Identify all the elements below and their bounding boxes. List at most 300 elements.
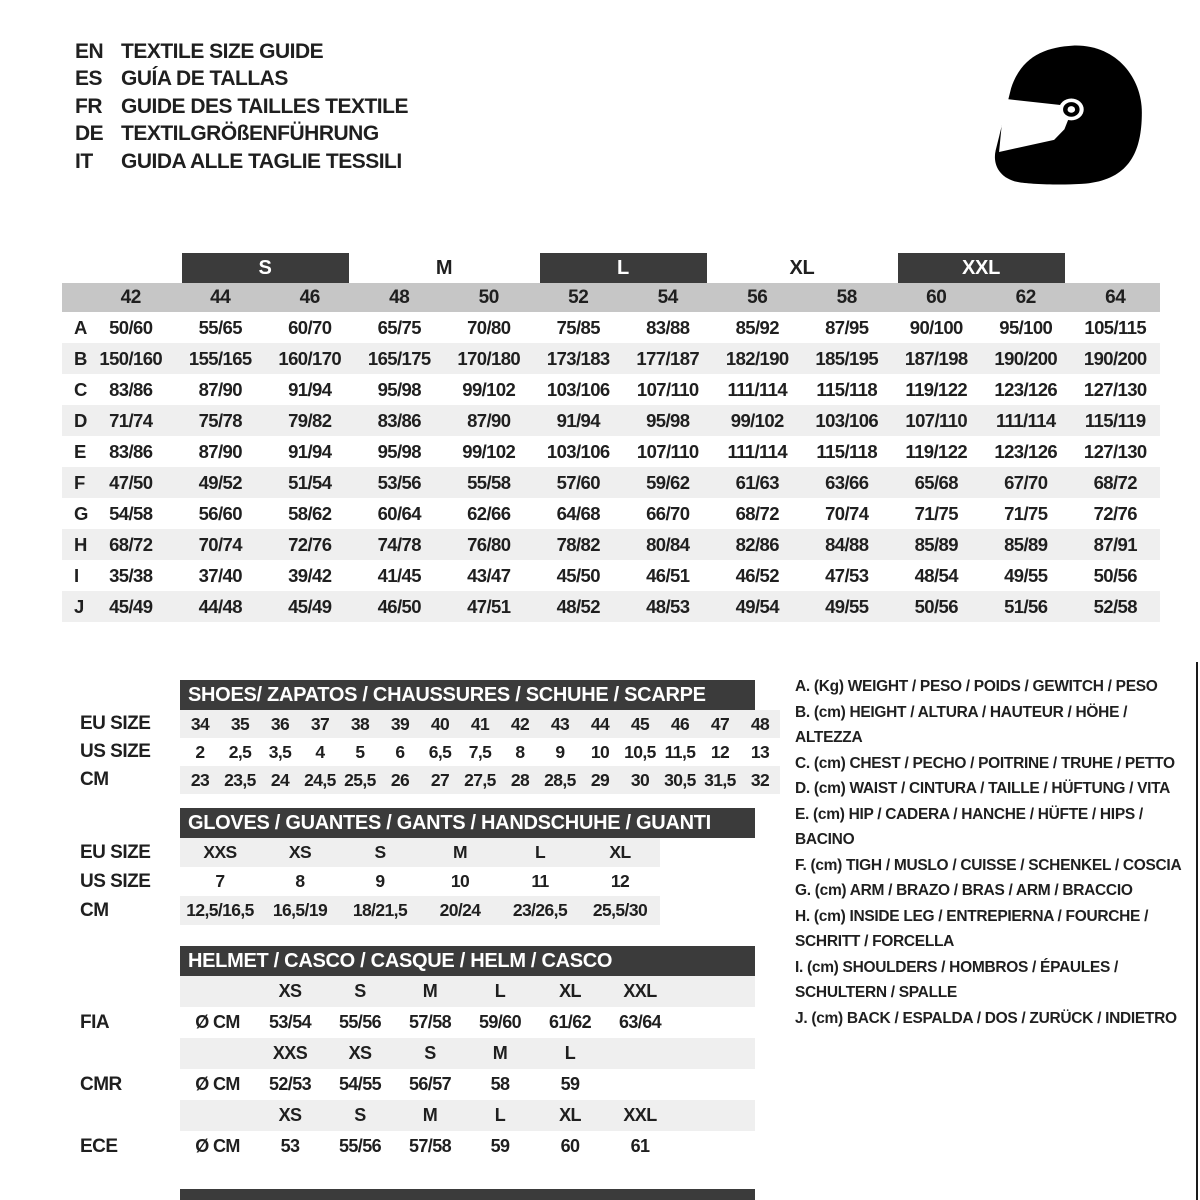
helmet-rows [68, 976, 755, 1162]
language-code: IT [75, 149, 93, 173]
value-cell: 41/45 [377, 564, 421, 586]
value-cell: 99/102 [462, 378, 516, 400]
size-column-header: 42 [120, 286, 141, 308]
value-cell: 68/72 [109, 533, 153, 555]
helmet-size-row-cmr [68, 1038, 755, 1069]
size-band-corner [62, 283, 86, 312]
value-cell: 83/88 [646, 316, 690, 338]
value-cell: 52/53 [268, 1074, 312, 1094]
row-letter: F [74, 471, 85, 493]
value-cell: 76/80 [467, 533, 511, 555]
apparel-row-a [62, 312, 1160, 343]
value-cell: 55/56 [338, 1136, 382, 1156]
value-cell: 155/165 [188, 347, 252, 369]
apparel-row-b [62, 343, 1160, 374]
legend-item: B. (cm) HEIGHT / ALTURA / HAUTEUR / HÖHE / ALTEZZA [795, 703, 1128, 746]
value-cell: 87/91 [1093, 533, 1137, 555]
value-cell: 23/26,5 [512, 900, 568, 920]
value-cell: 55/56 [338, 1012, 382, 1032]
value-cell: 85/89 [1004, 533, 1048, 555]
value-cell: XS [288, 842, 312, 862]
value-cell: 35/38 [109, 564, 153, 586]
apparel-rows [62, 312, 1160, 622]
value-cell: 10 [450, 871, 470, 891]
value-cell: 123/126 [994, 378, 1058, 400]
size-column-header: 60 [926, 286, 947, 308]
value-cell: 53/56 [377, 471, 421, 493]
value-cell: 47 [710, 713, 730, 734]
helmet-value-cells [180, 1069, 755, 1100]
value-cell: 160/170 [278, 347, 342, 369]
value-cell: 47/50 [109, 471, 153, 493]
value-cell: 37/40 [198, 564, 242, 586]
value-cell: 79/82 [288, 409, 332, 431]
size-column-header: 54 [657, 286, 678, 308]
unit-cell [180, 1100, 255, 1131]
apparel-row-d [62, 405, 1160, 436]
apparel-row-h [62, 529, 1160, 560]
value-cell: 52/58 [1093, 595, 1137, 617]
row-letter: H [74, 533, 87, 555]
value-cell: 177/187 [636, 347, 700, 369]
value-cell: 25,5/30 [592, 900, 648, 920]
value-cell: 48/54 [914, 564, 958, 586]
value-cell: 85/89 [914, 533, 958, 555]
size-cell: XS [348, 1043, 372, 1063]
language-label: TEXTILE SIZE GUIDE [121, 39, 324, 63]
value-cell: 127/130 [1083, 440, 1147, 462]
value-cell: 90/100 [909, 316, 963, 338]
value-cell: 70/80 [467, 316, 511, 338]
gloves-section-title: GLOVES / GUANTES / GANTS / HANDSCHUHE / GUANTI [180, 808, 755, 838]
value-cell: 78/82 [556, 533, 600, 555]
row-values [180, 710, 780, 738]
value-cell: 71/75 [1004, 502, 1048, 524]
value-cell: 83/86 [377, 409, 421, 431]
value-cell: 24 [270, 769, 290, 790]
value-cell: 85/92 [735, 316, 779, 338]
helmet-size-row-ece [68, 1100, 755, 1131]
language-row [75, 148, 408, 176]
size-cell: XXS [272, 1043, 308, 1063]
value-cell: 95/98 [377, 440, 421, 462]
size-group-xl: XL [789, 256, 815, 279]
value-cell: 24,5 [304, 769, 336, 790]
value-cell: 119/122 [905, 378, 968, 400]
value-cell: 6,5 [428, 741, 452, 762]
value-cell: 65/68 [914, 471, 958, 493]
value-cell: 95/100 [999, 316, 1053, 338]
helmet-value-cells [180, 1131, 755, 1162]
value-cell: 28 [510, 769, 530, 790]
value-cell: 18/21,5 [352, 900, 408, 920]
value-cell: 150/160 [99, 347, 163, 369]
value-cell: 45 [630, 713, 650, 734]
unit-cell: Ø CM [195, 1012, 240, 1032]
row-label: CMR [80, 1073, 122, 1095]
value-cell: 115/119 [1084, 409, 1146, 431]
value-cell: 46/51 [646, 564, 690, 586]
row-label: CM [80, 769, 109, 790]
value-cell: 187/198 [904, 347, 968, 369]
value-cell: 46/50 [377, 595, 421, 617]
language-label: TEXTILGRÖßENFÜHRUNG [121, 122, 379, 146]
value-cell: 84/88 [825, 533, 869, 555]
language-row [75, 38, 408, 66]
size-cell: S [354, 1105, 366, 1125]
helmet-data-row-cmr [68, 1069, 755, 1100]
value-cell: 123/126 [994, 440, 1058, 462]
legend-item: J. (cm) BACK / ESPALDA / DOS / ZURÜCK / INDIETRO [795, 1009, 1177, 1027]
value-cell: 190/200 [994, 347, 1058, 369]
size-column-header: 48 [389, 286, 410, 308]
value-cell: 111/114 [727, 440, 788, 462]
gloves-row-cm [68, 896, 755, 925]
measurement-legend [795, 674, 1195, 1031]
value-cell: 83/86 [109, 440, 153, 462]
value-cell: 57/58 [408, 1136, 452, 1156]
row-values [180, 867, 660, 896]
language-label: GUIDA ALLE TAGLIE TESSILI [121, 149, 402, 173]
language-code: FR [75, 94, 102, 118]
legend-item: A. (Kg) WEIGHT / PESO / POIDS / GEWITCH / PESO [795, 678, 1158, 695]
value-cell: 70/74 [198, 533, 242, 555]
helmet-size-cells [180, 976, 755, 1007]
value-cell: 95/98 [377, 378, 421, 400]
size-cell: XXL [623, 981, 657, 1001]
value-cell: 8 [295, 871, 305, 891]
unit-cell: Ø CM [195, 1074, 240, 1094]
row-label [68, 1100, 180, 1131]
value-cell: 27 [430, 769, 450, 790]
language-label: GUÍA DE TALLAS [121, 67, 288, 91]
row-letter: E [74, 440, 86, 462]
value-cell: 111/114 [727, 378, 788, 400]
row-letter: D [74, 409, 87, 431]
shoes-row-cm [68, 766, 780, 794]
value-cell: 103/106 [546, 378, 610, 400]
size-cell: XL [559, 1105, 581, 1125]
size-column-header: 52 [568, 286, 589, 308]
value-cell: M [453, 842, 467, 862]
size-column-header: 58 [836, 286, 857, 308]
value-cell: 170/180 [457, 347, 521, 369]
value-cell: L [534, 842, 546, 862]
apparel-size-group-header [62, 253, 1160, 283]
value-cell: 61/62 [548, 1012, 592, 1032]
value-cell: 27,5 [464, 769, 496, 790]
value-cell: 2 [195, 741, 205, 762]
gloves-row-eu-size [68, 838, 755, 867]
value-cell: 107/110 [636, 378, 699, 400]
value-cell: 59 [560, 1074, 580, 1094]
gloves-row-us-size [68, 867, 755, 896]
value-cell: 58/62 [288, 502, 332, 524]
size-cell: XXL [623, 1105, 657, 1125]
size-cell [605, 1038, 675, 1069]
value-cell: 47/53 [825, 564, 869, 586]
row-letter: B [74, 347, 87, 369]
size-cell: S [354, 981, 366, 1001]
value-cell: 87/95 [825, 316, 869, 338]
size-cell: L [494, 1105, 506, 1125]
value-cell: 30 [630, 769, 650, 790]
value-cell: 43/47 [467, 564, 511, 586]
value-cell: 32 [750, 769, 770, 790]
value-cell: 54/58 [109, 502, 153, 524]
value-cell: 66/70 [646, 502, 690, 524]
language-label: GUIDE DES TAILLES TEXTILE [121, 94, 408, 118]
shoes-rows [68, 710, 780, 794]
helmet-size-cells [180, 1100, 755, 1131]
value-cell: 43 [550, 713, 570, 734]
row-label [68, 976, 180, 1007]
value-cell: 20/24 [439, 900, 481, 920]
value-cell: 70/74 [825, 502, 869, 524]
value-cell: 39/42 [288, 564, 332, 586]
legend-item: D. (cm) WAIST / CINTURA / TAILLE / HÜFTUNG / VITA [795, 780, 1171, 797]
value-cell: 51/56 [1004, 595, 1048, 617]
value-cell: 57/60 [556, 471, 600, 493]
value-cell: XL [609, 842, 631, 862]
value-cell: 8 [515, 741, 525, 762]
value-cell: 49/55 [1004, 564, 1048, 586]
value-cell: 107/110 [636, 440, 699, 462]
value-cell: 48 [750, 713, 770, 734]
value-cell: 99/102 [730, 409, 784, 431]
value-cell: 91/94 [556, 409, 600, 431]
value-cell: 45/49 [109, 595, 153, 617]
value-cell: 173/183 [546, 347, 610, 369]
language-row [75, 66, 408, 94]
apparel-row-f [62, 467, 1160, 498]
value-cell: 182/190 [725, 347, 789, 369]
value-cell: 72/76 [288, 533, 332, 555]
value-cell: 115/118 [816, 440, 878, 462]
value-cell: 5 [355, 741, 365, 762]
shoes-row-us-size [68, 738, 780, 766]
apparel-row-j [62, 591, 1160, 622]
value-cell: 12 [610, 871, 630, 891]
gloves-table [68, 808, 755, 925]
size-cell: L [564, 1043, 576, 1063]
size-column-header: 62 [1015, 286, 1036, 308]
value-cell: 50/56 [1093, 564, 1137, 586]
row-values [180, 896, 660, 925]
size-cell: S [424, 1043, 436, 1063]
value-cell: 56/60 [198, 502, 242, 524]
size-cell: M [492, 1043, 508, 1063]
language-title-block [75, 38, 408, 176]
value-cell: 107/110 [905, 409, 968, 431]
value-cell: 23,5 [224, 769, 256, 790]
legend-item: C. (cm) CHEST / PECHO / POITRINE / TRUHE / PETTO [795, 754, 1175, 772]
value-cell: 65/75 [377, 316, 421, 338]
value-cell: 60/64 [377, 502, 421, 524]
size-column-header: 46 [299, 286, 320, 308]
cutoff-section-header-bar [180, 1189, 755, 1200]
row-label: EU SIZE [80, 841, 151, 863]
value-cell: 75/85 [556, 316, 600, 338]
value-cell: 49/55 [825, 595, 869, 617]
value-cell: 9 [375, 871, 385, 891]
value-cell: 50/56 [914, 595, 958, 617]
value-cell: 56/57 [408, 1074, 452, 1094]
value-cell: 45/49 [288, 595, 332, 617]
value-cell: 91/94 [288, 440, 332, 462]
helmet-table [68, 946, 755, 1162]
size-group-s: S [182, 253, 349, 283]
value-cell: 26 [390, 769, 410, 790]
page-right-border [1196, 662, 1198, 1200]
value-cell: 185/195 [815, 347, 879, 369]
row-label: US SIZE [80, 741, 151, 762]
apparel-row-e [62, 436, 1160, 467]
language-row [75, 121, 408, 149]
row-letter: G [74, 502, 88, 524]
helmet-size-row-fia [68, 976, 755, 1007]
value-cell: 71/74 [109, 409, 153, 431]
value-cell: 53 [280, 1136, 300, 1156]
unit-cell [180, 1038, 255, 1069]
value-cell: 71/75 [914, 502, 958, 524]
value-cell: 59/60 [478, 1012, 522, 1032]
value-cell: 74/78 [377, 533, 421, 555]
size-column-header: 50 [478, 286, 499, 308]
size-column-header: 56 [747, 286, 768, 308]
size-column-header: 64 [1105, 286, 1126, 308]
size-cell: XL [559, 981, 581, 1001]
legend-item: F. (cm) TIGH / MUSLO / CUISSE / SCHENKEL / COSCIA [795, 856, 1182, 874]
value-cell: 68/72 [735, 502, 779, 524]
value-cell: 72/76 [1093, 502, 1137, 524]
value-cell: XXS [203, 842, 237, 862]
value-cell: 9 [555, 741, 565, 762]
legend-item: I. (cm) SHOULDERS / HOMBROS / ÉPAULES / SCHULTERN / SPALLE [795, 958, 1119, 1001]
helmet-icon [975, 38, 1147, 190]
value-cell: 6 [395, 741, 405, 762]
value-cell: 42 [510, 713, 530, 734]
row-label: EU SIZE [80, 713, 151, 734]
value-cell: 51/54 [288, 471, 332, 493]
value-cell: 57/58 [408, 1012, 452, 1032]
unit-cell [180, 976, 255, 1007]
value-cell: 44 [590, 713, 610, 734]
value-cell: 49/52 [198, 471, 242, 493]
language-code: DE [75, 122, 104, 146]
apparel-size-table [62, 253, 1160, 622]
value-cell: 50/60 [109, 316, 153, 338]
value-cell: 59 [490, 1136, 510, 1156]
value-cell: 83/86 [109, 378, 153, 400]
value-cell: 59/62 [646, 471, 690, 493]
shoes-section-title: SHOES/ ZAPATOS / CHAUSSURES / SCHUHE / SCARPE [180, 680, 755, 710]
value-cell: 190/200 [1083, 347, 1147, 369]
size-group-l: L [540, 253, 707, 283]
value-cell: 54/55 [338, 1074, 382, 1094]
value-cell: 2,5 [228, 741, 252, 762]
value-cell: 31,5 [704, 769, 736, 790]
value-cell: 11 [531, 871, 549, 891]
helmet-data-row-ece [68, 1131, 755, 1162]
shoes-table [68, 680, 780, 794]
value-cell: 63/64 [618, 1012, 662, 1032]
value-cell: 3,5 [268, 741, 292, 762]
legend-item: E. (cm) HIP / CADERA / HANCHE / HÜFTE / HIPS / BACINO [795, 805, 1143, 848]
language-row [75, 93, 408, 121]
value-cell: 47/51 [467, 595, 511, 617]
row-label [68, 1038, 180, 1069]
apparel-row-g [62, 498, 1160, 529]
value-cell: 46 [670, 713, 690, 734]
value-cell: 46/52 [735, 564, 779, 586]
unit-cell: Ø CM [195, 1136, 240, 1156]
value-cell: 127/130 [1083, 378, 1147, 400]
value-cell [605, 1069, 675, 1100]
value-cell: 55/65 [198, 316, 242, 338]
value-cell: 111/114 [995, 409, 1056, 431]
value-cell: 10,5 [624, 741, 656, 762]
value-cell: 30,5 [664, 769, 696, 790]
value-cell: 38 [350, 713, 370, 734]
size-cell: XS [278, 981, 302, 1001]
value-cell: 55/58 [467, 471, 511, 493]
value-cell: 165/175 [367, 347, 431, 369]
size-cell: M [422, 981, 438, 1001]
gloves-rows [68, 838, 755, 925]
value-cell: 29 [590, 769, 610, 790]
legend-item: G. (cm) ARM / BRAZO / BRAS / ARM / BRACCIO [795, 882, 1133, 899]
row-letter: C [74, 378, 87, 400]
value-cell: 60 [560, 1136, 580, 1156]
legend-item: H. (cm) INSIDE LEG / ENTREPIERNA / FOURCHE / SCHRITT / FORCELLA [795, 907, 1149, 950]
value-cell: 87/90 [198, 378, 242, 400]
value-cell: 58 [490, 1074, 510, 1094]
value-cell: 37 [310, 713, 330, 734]
value-cell: S [374, 842, 386, 862]
value-cell: 7,5 [468, 741, 492, 762]
value-cell: 44/48 [198, 595, 242, 617]
row-letter: A [74, 316, 87, 338]
value-cell: 115/118 [816, 378, 878, 400]
value-cell: 10 [590, 741, 610, 762]
value-cell: 53/54 [268, 1012, 312, 1032]
value-cell: 16,5/19 [272, 900, 328, 920]
racing-helmet-graphic [975, 38, 1147, 190]
value-cell: 34 [190, 713, 210, 734]
apparel-row-i [62, 560, 1160, 591]
value-cell: 91/94 [288, 378, 332, 400]
value-cell: 61/63 [735, 471, 779, 493]
value-cell: 99/102 [462, 440, 516, 462]
language-code: EN [75, 39, 104, 63]
value-cell: 68/72 [1093, 471, 1137, 493]
value-cell: 87/90 [198, 440, 242, 462]
size-cell: M [422, 1105, 438, 1125]
row-label: CM [80, 899, 109, 921]
value-cell: 39 [390, 713, 410, 734]
value-cell: 64/68 [556, 502, 600, 524]
row-label: US SIZE [80, 870, 151, 892]
size-group-xxl: XXL [898, 253, 1065, 283]
apparel-size-band [62, 283, 1160, 312]
value-cell: 12,5/16,5 [186, 900, 254, 920]
value-cell: 63/66 [825, 471, 869, 493]
value-cell: 13 [750, 741, 770, 762]
value-cell: 11,5 [664, 741, 696, 762]
value-cell: 35 [230, 713, 250, 734]
row-label: FIA [80, 1011, 110, 1033]
